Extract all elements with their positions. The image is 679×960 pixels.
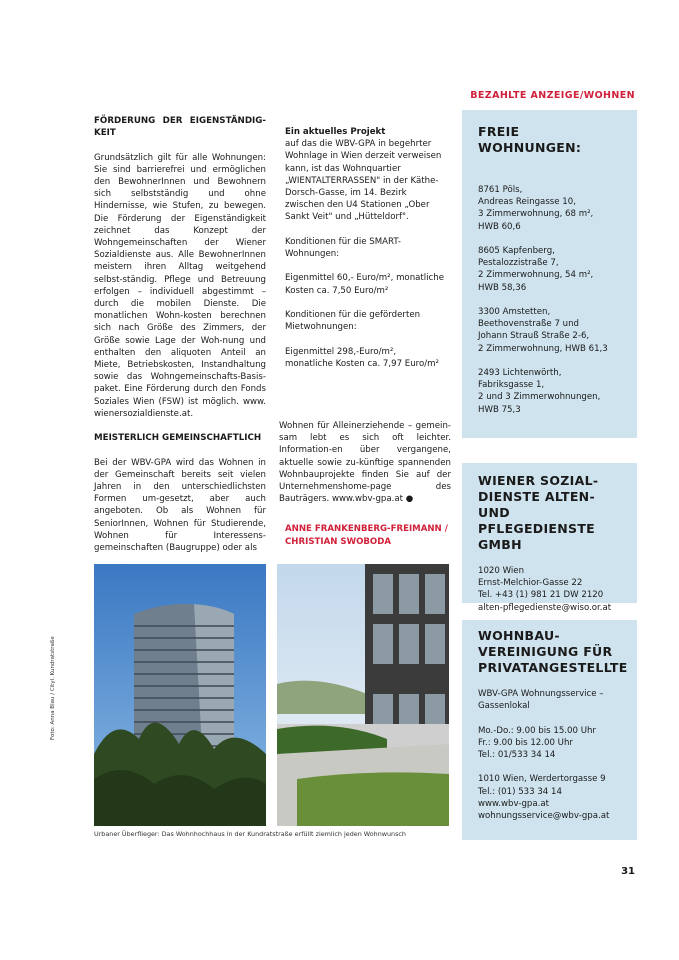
- box-wiener-sozialdienste: [462, 463, 637, 613]
- smart-title: Konditionen für die SMART-Wohnungen:: [285, 236, 401, 260]
- author-line-1: ANNE FRANKENBERG-FREIMANN /: [285, 524, 448, 534]
- box-freie-wohnungen-title: FREIE WOHNUNGEN:: [478, 124, 582, 155]
- listing-item: [478, 184, 623, 233]
- listing-line: Johann Strauß Straße 2-6,: [478, 331, 590, 342]
- page-number: 31: [621, 866, 635, 877]
- box3-title-2: VEREINIGUNG FÜR: [478, 644, 613, 659]
- listing-line: Andreas Reingasse 10,: [478, 197, 576, 208]
- listing-line: HWB 58,36: [478, 282, 527, 293]
- listing-line: HWB 60,6: [478, 221, 521, 232]
- listing-line: 2493 Lichtenwörth,: [478, 368, 562, 378]
- box3-line-3: Mo.-Do.: 9.00 bis 15.00 Uhr: [478, 725, 596, 736]
- column-middle: [285, 126, 445, 370]
- listing-item: [478, 306, 623, 355]
- listing-line: 2 und 3 Zimmerwohnungen,: [478, 392, 601, 403]
- column-left: [94, 115, 266, 554]
- column-middle-continuation: [279, 420, 451, 505]
- paragraph-gemeinschaftlich: Bei der WBV-GPA wird das Wohnen in der Gemeinschaft bereits seit vielen Jahren in den unterschiedlichsten Formen um-gesetzt, aber auch angeboten. Ob als Wohnen für SeniorInnen, Wohnen für Studierende, Wohnen für Interessens-gemeinschaften (Baugruppe) oder als: [94, 457, 266, 554]
- project-title: Ein aktuelles Projekt: [285, 127, 386, 137]
- continuation-text: Wohnen für Alleinerziehende – gemein-sam lebt es sich oft leichter. Information-en über vergangene, aktuelle sowie zu-künftige spannenden Wohnbauprojekte finden Sie auf der Unternehmenshome-page des Bauträgers. www.wbv-gpa.at ●: [279, 421, 451, 505]
- heading-gemeinschaftlich: MEISTERLICH GEMEINSCHAFTLICH: [94, 433, 262, 444]
- author-line-2: CHRISTIAN SWOBODA: [285, 536, 392, 547]
- gefoerdert-title: Konditionen für die geförderten Mietwohnungen:: [285, 310, 421, 333]
- paragraph-eigenstaendigkeit: Grundsätzlich gilt für alle Wohnungen: Sie sind barrierefrei und ermöglichen den BewohnerInnen und Bewohnern sich selbstständig und ohne Hindernisse, wie Stufen, zu bewegen. Die Förderung der Eigenständigkeit zeichnet das Konzept der Wohngemeinschaften der Wiener Sozialdienste aus. Alle BewohnerInnen meistern ihren Alltag weitgehend selbst-ständig. Pflege und Betreuung erfolgen – individuell abgestimmt – durch die mobilen Dienste. Die monatlichen Wohn-kosten berechnen sich nach Größe des Zimmers, der Größe sowie Lage der Woh-nung und enthalten den aliquoten Anteil an Miete, Betriebskosten, Instandhaltung sowie das Wohngemeinschafts-Basis-paket. Eine Förderung durch den Fonds Soziales Wien (FSW) ist möglich. www. wienersozialdienste.at.: [94, 152, 266, 419]
- listing-item: [478, 367, 623, 416]
- photo-caption: Urbaner Überflieger: Das Wohnhochhaus in der Kundratstraße erfüllt ziemlich jeden Wohnwunsch: [94, 830, 406, 838]
- listing-line: 3 Zimmerwohnung, 68 m²,: [478, 209, 594, 220]
- listing-line: 2 Zimmerwohnung, 54 m²,: [478, 270, 594, 281]
- heading-eigenstaendigkeit: FÖRDERUNG DER EIGENSTÄNDIG-KEIT: [94, 116, 266, 139]
- listing-line: Pestalozzistraße 7,: [478, 258, 559, 269]
- box-freie-wohnungen: [462, 110, 637, 438]
- box2-title-2: DIENSTE ALTEN- UND: [478, 489, 595, 520]
- gefoerdert-text: Eigenmittel 298,-Euro/m², monatliche Kosten ca. 7,97 Euro/m²: [285, 346, 439, 369]
- box3-line-5: Tel.: 01/533 34 14: [478, 750, 556, 760]
- box3-line-4: Fr.: 9.00 bis 12.00 Uhr: [478, 737, 573, 748]
- listing-line: HWB 75,3: [478, 404, 521, 415]
- photo-terraces: [277, 564, 449, 826]
- box3-line-1: WBV-GPA Wohnungsservice –: [478, 689, 604, 699]
- listing-line: 8605 Kapfenberg,: [478, 246, 555, 256]
- photo-credit: Foto: Anna Blau / Cityl. Kundratstraße: [50, 636, 56, 740]
- box2-title-1: WIENER SOZIAL-: [478, 473, 599, 488]
- section-tag: BEZAHLTE ANZEIGE/WOHNEN: [470, 90, 635, 101]
- project-text: auf das die WBV-GPA in begehrter Wohnlage in Wien derzeit verweisen kann, ist das Wohnquartier „WIENTALTERRASSEN" in der Käthe-Dorsch-Gasse, im 14. Bezirk zwischen den U4 Stationen „Ober Sankt Veit" und „Hütteldorf".: [285, 139, 442, 223]
- photo-tower: [94, 564, 266, 826]
- listing-line: 8761 Pöls,: [478, 185, 523, 195]
- authors: [285, 523, 448, 548]
- listing-item: [478, 245, 623, 294]
- listing-line: Beethovenstraße 7 und: [478, 319, 579, 330]
- box3-line-8: www.wbv-gpa.at: [478, 798, 550, 809]
- box3-line-6: 1010 Wien, Werdertorgasse 9: [478, 774, 606, 785]
- box2-title-3: PFLEGEDIENSTE GMBH: [478, 521, 595, 552]
- box3-line-9: wohnungsservice@wbv-gpa.at: [478, 811, 610, 821]
- box2-line-4: alten-pflegedienste@wiso.or.at: [478, 602, 612, 613]
- box3-line-2: Gassenlokal: [478, 701, 530, 712]
- listing-line: 2 Zimmerwohnung, HWB 61,3: [478, 343, 608, 354]
- box3-title-1: WOHNBAU-: [478, 628, 560, 643]
- box3-line-7: Tel.: (01) 533 34 14: [478, 786, 562, 797]
- box2-line-2: Ernst-Melchior-Gasse 22: [478, 578, 583, 589]
- listings: [478, 184, 623, 416]
- listing-line: 3300 Amstetten,: [478, 307, 551, 317]
- smart-text: Eigenmittel 60,- Euro/m², monatliche Kosten ca. 7,50 Euro/m²: [285, 273, 445, 296]
- box2-line-3: Tel. +43 (1) 981 21 DW 2120: [478, 590, 604, 601]
- listing-line: Fabriksgasse 1,: [478, 380, 545, 391]
- box3-title-3: PRIVATANGESTELLTE: [478, 660, 628, 675]
- box2-line-1: 1020 Wien: [478, 566, 525, 576]
- box-wbv-gpa: [462, 620, 637, 840]
